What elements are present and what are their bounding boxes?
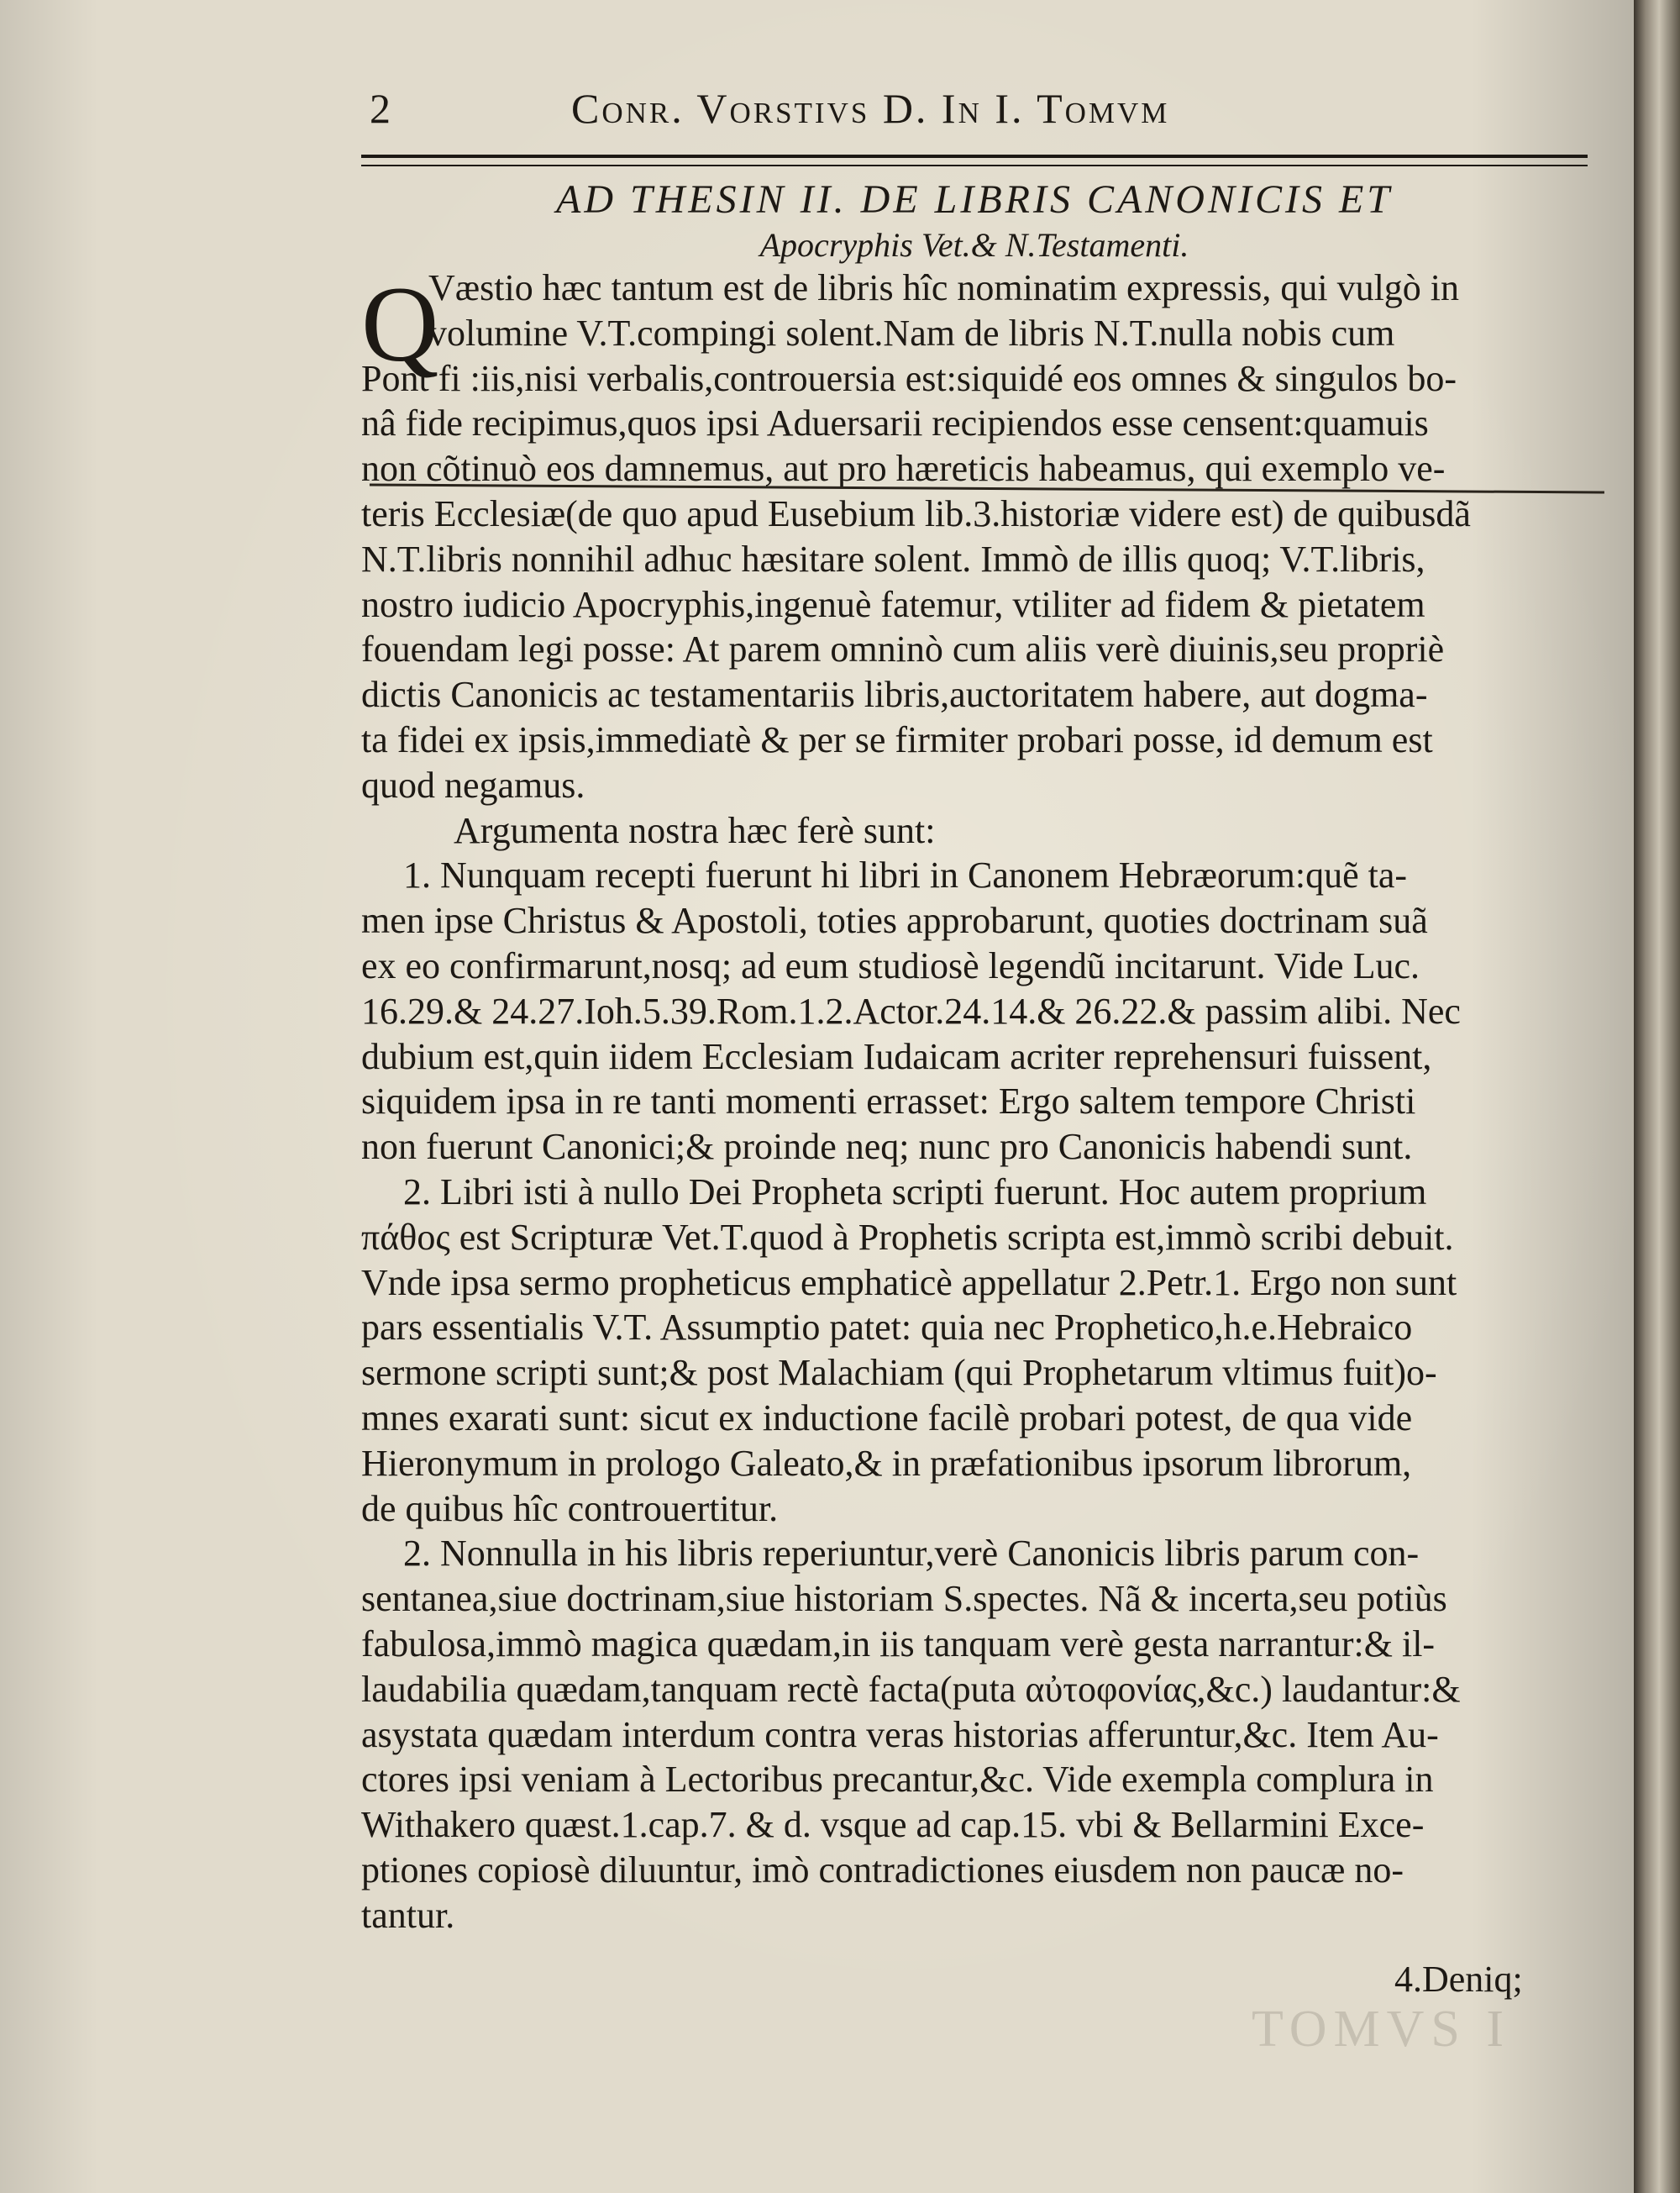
show-through-text: TOMVS I <box>1252 2001 1511 2058</box>
book-gutter <box>1634 0 1680 2193</box>
text-line: de quibus hîc controuertitur. <box>361 1487 779 1529</box>
text-line: Argumenta nostra hæc ferè sunt: <box>454 809 936 851</box>
text-line: ex eo confirmarunt,nosq; ad eum studiosè legendũ incitarunt. Vide Luc. <box>361 944 1420 986</box>
text-line: Væstio hæc tantum est de libris hîc nominatim expressis, qui vulgò in <box>428 267 1460 308</box>
text-line: non fuerunt Canonici;& proinde neq; nunc pro Canonicis habendi sunt. <box>361 1126 1413 1168</box>
text-line: πάθος est Scripturæ Vet.T.quod à Prophetis scripta est,immò scribi debuit. <box>361 1216 1454 1258</box>
text-line: nostro iudicio Apocryphis,ingenuè fatemur, vtiliter ad fidem & pietatem <box>361 583 1425 625</box>
header-rule <box>361 155 1588 166</box>
text-line: sermone scripti sunt;& post Malachiam (qui Prophetarum vltimus fuit)o- <box>361 1352 1437 1394</box>
text-line: non cõtinuò eos damnemus, aut pro hæreticis habeamus, qui exemplo ve- <box>361 448 1446 490</box>
text-line: siquidem ipsa in re tanti momenti errasset: Ergo saltem tempore Christi <box>361 1081 1416 1123</box>
text-line: Pont fi :iis,nisi verbalis,controuersia est:siquidé eos omnes & singulos bo- <box>361 357 1457 399</box>
text-line: 16.29.& 24.27.Ioh.5.39.Rom.1.2.Actor.24.14.& 26.22.& passim alibi. Nec <box>361 990 1461 1032</box>
text-line: laudabilia quædam,tanquam rectè facta(puta αὐτοφονίας,&c.) laudantur:& <box>361 1668 1461 1710</box>
text-line: N.T.libris nonnihil adhuc hæsitare solent. Immò de illis quoq; V.T.libris, <box>361 538 1425 580</box>
text-line: tantur. <box>361 1894 455 1936</box>
text-line: dubium est,quin iidem Ecclesiam Iudaicam acriter reprehensuri fuissent, <box>361 1035 1432 1077</box>
text-line: Hieronymum in prologo Galeato,& in præfationibus ipsorum librorum, <box>361 1442 1412 1484</box>
text-line: 1. Nunquam recepti fuerunt hi libri in Canonem Hebræorum:quẽ ta- <box>403 855 1408 897</box>
text-line: sentanea,siue doctrinam,siue historiam S.spectes. Nã & incerta,seu potiùs <box>361 1578 1447 1620</box>
text-line: teris Ecclesiæ(de quo apud Eusebium lib.3.historiæ videre est) de quibusdã <box>361 492 1471 534</box>
text-line: pars essentialis V.T. Assumptio patet: quia nec Prophetico,h.e.Hebraico <box>361 1307 1413 1349</box>
catchword: 4.Deniq; <box>1394 1959 1523 2000</box>
text-line: men ipse Christus & Apostoli, toties approbarunt, quoties doctrinam suã <box>361 900 1428 942</box>
text-line: Withakero quæst.1.cap.7. & d. vsque ad cap.15. vbi & Bellarmini Exce- <box>361 1804 1425 1846</box>
text-line: fouendam legi posse: At parem omninò cum aliis verè diuinis,seu propriè <box>361 628 1445 671</box>
text-line: volumine V.T.compingi solent.Nam de libris N.T.nulla nobis cum <box>428 312 1395 354</box>
text-line: ta fidei ex ipsis,immediatè & per se firmiter probari posse, id demum est <box>361 718 1433 760</box>
running-head <box>370 84 1596 134</box>
text-line: 2. Nonnulla in his libris reperiuntur,verè Canonicis libris parum con- <box>403 1533 1420 1575</box>
text-line: asystata quædam interdum contra veras historias afferuntur,&c. Item Au- <box>361 1713 1439 1755</box>
text-line: 2. Libri isti à nullo Dei Propheta scripti fuerunt. Hoc autem proprium <box>403 1170 1427 1212</box>
text-line: nâ fide recipimus,quos ipsi Aduersarii recipiendos esse censent:quamuis <box>361 402 1429 444</box>
text-line: ctores ipsi veniam à Lectoribus precantur,&c. Vide exempla complura in <box>361 1759 1434 1801</box>
section-heading: AD THESIN II. DE LIBRIS CANONICIS ET <box>556 177 1393 222</box>
text-line: fabulosa,immò magica quædam,in iis tanquam verè gesta narrantur:& il- <box>361 1622 1436 1664</box>
section-subheading: Apocryphis Vet.& N.Testamenti. <box>759 226 1189 264</box>
text-line: Vnde ipsa sermo propheticus emphaticè appellatur 2.Petr.1. Ergo non sunt <box>361 1261 1457 1303</box>
text-line: ptiones copiosè diluuntur, imò contradictiones eiusdem non paucæ no- <box>361 1849 1404 1891</box>
text-line: mnes exarati sunt: sicut ex inductione facilè probari potest, de qua vide <box>361 1396 1413 1438</box>
text-line: dictis Canonicis ac testamentariis libris,auctoritatem habere, aut dogma- <box>361 674 1428 716</box>
drop-cap: Q <box>361 265 439 384</box>
running-title: Conr. Vorstivs D. In I. Tomvm <box>571 85 1170 132</box>
text-line: quod negamus. <box>361 764 585 806</box>
body-text <box>361 266 1596 1938</box>
page-number: 2 <box>370 85 393 132</box>
